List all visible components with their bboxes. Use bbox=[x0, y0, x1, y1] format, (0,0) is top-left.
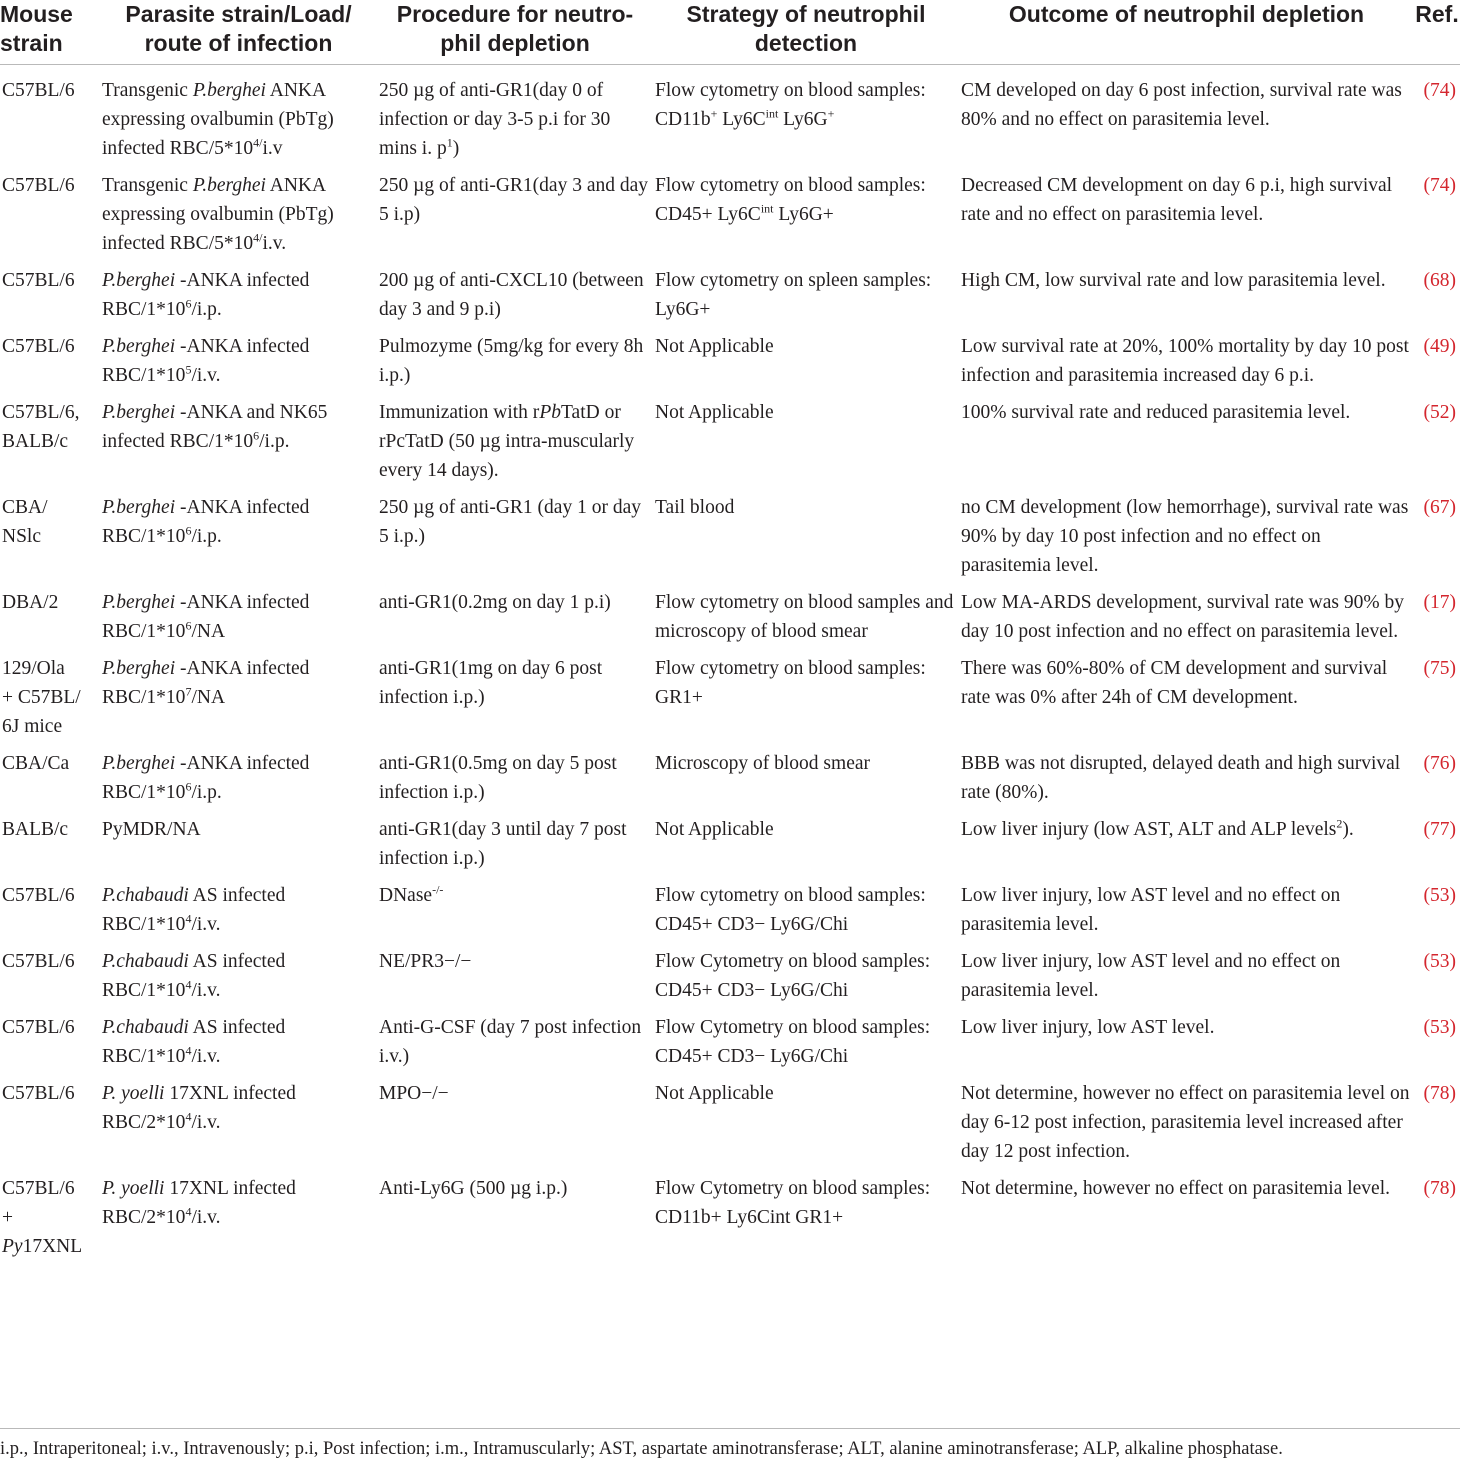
cell-outcome: Low liver injury (low AST, ALT and ALP levels$^2$). bbox=[961, 816, 1354, 840]
cell-parasite: P.berghei -ANKA infected RBC/$1*10^7/NA$ bbox=[102, 658, 310, 708]
cell-procedure: anti-GR1(1mg on day 6 post infection i.p.) bbox=[379, 658, 603, 708]
ref-link[interactable]: (74) bbox=[1423, 175, 1456, 196]
cell-procedure: Anti-G-CSF (day 7 post infection i.v.) bbox=[379, 1017, 642, 1067]
cell-strategy: Not Applicable bbox=[655, 402, 774, 423]
ref-link[interactable]: (78) bbox=[1423, 1178, 1456, 1199]
cell-ref bbox=[1414, 947, 1460, 1013]
col-header-parasite: Parasite strain/Load/ route of infection bbox=[125, 1, 352, 56]
cell-outcome: Decreased CM development on day 6 p.i, high survival rate and no effect on parasitemia level. bbox=[961, 175, 1393, 225]
cell-mouse: C57BL/6, BALB/c bbox=[2, 402, 80, 452]
cell-ref bbox=[1414, 65, 1460, 172]
table-row bbox=[0, 398, 1460, 493]
cell-strategy: Microscopy of blood smear bbox=[655, 753, 870, 774]
cell-procedure: 250 µg of anti-GR1 (day 1 or day 5 i.p.) bbox=[379, 497, 641, 547]
table-row bbox=[0, 65, 1460, 172]
table-row bbox=[0, 749, 1460, 815]
cell-procedure: MPO−/− bbox=[379, 1083, 449, 1104]
cell-ref bbox=[1414, 332, 1460, 398]
cell-strategy: Flow cytometry on blood samples: $CD45+ Ly6C^{int}$ Ly6G+ bbox=[655, 175, 926, 225]
cell-strategy: Flow cytometry on blood samples: CD45+ CD3− Ly6G/Chi bbox=[655, 885, 926, 935]
cell-strategy: Tail blood bbox=[655, 497, 735, 518]
cell-outcome: There was 60%-80% of CM development and survival rate was 0% after 24h of CM development. bbox=[961, 658, 1388, 708]
cell-parasite: P.berghei -ANKA and NK65 infected RBC/$1*10^6/i.p$. bbox=[102, 402, 328, 452]
header-row bbox=[0, 0, 1460, 65]
cell-parasite: P.chabaudi AS infected RBC/$1*10^4/i.v$. bbox=[102, 951, 286, 1001]
cell-mouse: DBA/2 bbox=[2, 592, 59, 613]
cell-mouse: C57BL/6 bbox=[2, 951, 75, 972]
ref-link[interactable]: (67) bbox=[1423, 497, 1456, 518]
table-row bbox=[0, 815, 1460, 881]
cell-outcome: Not determine, however no effect on parasitemia level. bbox=[961, 1178, 1391, 1199]
cell-outcome: Not determine, however no effect on parasitemia level on day 6-12 post infection, parasitemia level increased after day 12 post infection. bbox=[961, 1083, 1410, 1162]
cell-strategy: Not Applicable bbox=[655, 1083, 774, 1104]
cell-ref bbox=[1414, 1174, 1460, 1269]
cell-ref bbox=[1414, 398, 1460, 493]
table-row bbox=[0, 588, 1460, 654]
cell-ref bbox=[1414, 654, 1460, 749]
table-row bbox=[0, 1079, 1460, 1174]
cell-strategy: Flow cytometry on spleen samples: Ly6G+ bbox=[655, 270, 932, 320]
cell-parasite: P.berghei -ANKA infected RBC/$1*10^5/i.v$. bbox=[102, 336, 310, 386]
table-row bbox=[0, 947, 1460, 1013]
cell-parasite: P. yoelli 17XNL infected RBC/$2*10^4/i.v$. bbox=[102, 1178, 296, 1228]
cell-procedure: Anti-Ly6G (500 µg i.p.) bbox=[379, 1178, 568, 1199]
col-header-ref: Ref. bbox=[1415, 1, 1459, 27]
ref-link[interactable]: (75) bbox=[1423, 658, 1456, 679]
table-footnote: i.p., Intraperitoneal; i.v., Intravenously; p.i, Post infection; i.m., Intramuscularly; AST, aspartate aminotransferase; ALT, alanine aminotransferase; ALP, alkaline phosphatase. bbox=[0, 1428, 1460, 1461]
cell-strategy: Flow Cytometry on blood samples: CD45+ CD3− Ly6G/Chi bbox=[655, 951, 931, 1001]
ref-link[interactable]: (52) bbox=[1423, 402, 1456, 423]
cell-strategy: Flow cytometry on blood samples: CD11b+ $Ly6C^{int}$ Ly6G+ bbox=[655, 80, 926, 130]
cell-procedure: 250 µg of anti-GR1(day 3 and day 5 i.p) bbox=[379, 175, 649, 225]
table-row bbox=[0, 654, 1460, 749]
cell-parasite: P. yoelli 17XNL infected RBC/$2*10^4/i.v$. bbox=[102, 1083, 296, 1133]
col-header-outcome: Outcome of neutrophil depletion bbox=[1008, 1, 1365, 27]
table-row bbox=[0, 266, 1460, 332]
cell-strategy: Flow cytometry on blood samples: GR1+ bbox=[655, 658, 926, 708]
ref-link[interactable]: (53) bbox=[1423, 885, 1456, 906]
cell-ref bbox=[1414, 881, 1460, 947]
cell-mouse: C57BL/6 bbox=[2, 1083, 75, 1104]
cell-ref bbox=[1414, 749, 1460, 815]
cell-ref bbox=[1414, 493, 1460, 588]
cell-mouse: BALB/c bbox=[2, 819, 69, 840]
ref-link[interactable]: (77) bbox=[1423, 819, 1456, 840]
cell-procedure: anti-GR1(0.5mg on day 5 post infection i.p.) bbox=[379, 753, 617, 803]
cell-ref bbox=[1414, 1013, 1460, 1079]
cell-strategy: Flow Cytometry on blood samples: CD11b+ Ly6Cint GR1+ bbox=[655, 1178, 931, 1228]
cell-outcome: CM developed on day 6 post infection, survival rate was 80% and no effect on parasitemia level. bbox=[961, 80, 1402, 130]
cell-ref bbox=[1414, 1079, 1460, 1174]
cell-mouse: CBA/Ca bbox=[2, 753, 70, 774]
cell-strategy: Not Applicable bbox=[655, 336, 774, 357]
cell-outcome: High CM, low survival rate and low parasitemia level. bbox=[961, 270, 1386, 291]
cell-procedure: Immunization with rPbTatD or rPcTatD (50 µg intra-muscularly every 14 days). bbox=[379, 402, 635, 481]
cell-ref bbox=[1414, 171, 1460, 266]
cell-outcome: Low survival rate at 20%, 100% mortality by day 10 post infection and parasitemia increased day 6 p.i. bbox=[961, 336, 1409, 386]
table-row bbox=[0, 1174, 1460, 1269]
table-row bbox=[0, 1013, 1460, 1079]
cell-outcome: Low liver injury, low AST level. bbox=[961, 1017, 1215, 1038]
table-row bbox=[0, 881, 1460, 947]
ref-link[interactable]: (76) bbox=[1423, 753, 1456, 774]
col-header-mouse-strain: Mouse strain bbox=[0, 1, 73, 56]
cell-procedure: Pulmozyme (5mg/kg for every 8h i.p.) bbox=[379, 336, 644, 386]
col-header-strategy: Strategy of neutrophil detection bbox=[686, 1, 926, 56]
cell-ref bbox=[1414, 815, 1460, 881]
table-row bbox=[0, 493, 1460, 588]
cell-outcome: BBB was not disrupted, delayed death and high survival rate (80%). bbox=[961, 753, 1401, 803]
cell-parasite: P.chabaudi AS infected RBC/$1*10^4/i.v$. bbox=[102, 1017, 286, 1067]
cell-mouse: CBA/ NSlc bbox=[2, 497, 48, 547]
cell-parasite: P.chabaudi AS infected RBC/$1*10^4/i.v$. bbox=[102, 885, 286, 935]
cell-mouse: 129/Ola + C57BL/ 6J mice bbox=[2, 658, 81, 737]
ref-link[interactable]: (74) bbox=[1423, 80, 1456, 101]
cell-outcome: 100% survival rate and reduced parasitemia level. bbox=[961, 402, 1351, 423]
ref-link[interactable]: (78) bbox=[1423, 1083, 1456, 1104]
ref-link[interactable]: (53) bbox=[1423, 951, 1456, 972]
cell-procedure: 200 µg of anti-CXCL10 (between day 3 and 9 p.i) bbox=[379, 270, 644, 320]
table-row bbox=[0, 332, 1460, 398]
cell-procedure: anti-GR1(0.2mg on day 1 p.i) bbox=[379, 592, 611, 613]
cell-parasite: P.berghei -ANKA infected RBC/$1*10^6/i.p$. bbox=[102, 497, 310, 547]
cell-mouse: C57BL/6 bbox=[2, 336, 75, 357]
cell-mouse: C57BL/6 bbox=[2, 175, 75, 196]
cell-parasite: Transgenic P.berghei ANKA expressing ovalbumin (PbTg) infected RBC/$5*10^{4/}i.v$. bbox=[102, 175, 334, 254]
cell-procedure: anti-GR1(day 3 until day 7 post infection i.p.) bbox=[379, 819, 627, 869]
cell-outcome: Low MA-ARDS development, survival rate was 90% by day 10 post infection and no effect on parasitemia level. bbox=[961, 592, 1405, 642]
cell-outcome: Low liver injury, low AST level and no effect on parasitemia level. bbox=[961, 951, 1341, 1001]
cell-outcome: Low liver injury, low AST level and no effect on parasitemia level. bbox=[961, 885, 1341, 935]
cell-parasite: P.berghei -ANKA infected RBC/$1*10^6/NA$ bbox=[102, 592, 310, 642]
cell-procedure: NE/PR3−/− bbox=[379, 951, 472, 972]
cell-procedure: 250 µg of anti-GR1(day 0 of infection or day 3-5 p.i for 30 mins i. $p^1$) bbox=[379, 80, 611, 159]
ref-link[interactable]: (53) bbox=[1423, 1017, 1456, 1038]
ref-link[interactable]: (68) bbox=[1423, 270, 1456, 291]
cell-parasite: Transgenic P.berghei ANKA expressing ovalbumin (PbTg) infected RBC/$5*10^{4/}i.v$ bbox=[102, 80, 334, 159]
cell-strategy: Not Applicable bbox=[655, 819, 774, 840]
cell-strategy: Flow cytometry on blood samples and microscopy of blood smear bbox=[655, 592, 954, 642]
cell-strategy: Flow Cytometry on blood samples: CD45+ CD3− Ly6G/Chi bbox=[655, 1017, 931, 1067]
cell-parasite: P.berghei -ANKA infected RBC/$1*10^6/i.p$. bbox=[102, 270, 310, 320]
cell-outcome: no CM development (low hemorrhage), survival rate was 90% by day 10 post infection and no effect on parasitemia level. bbox=[961, 497, 1409, 576]
cell-parasite: P.berghei -ANKA infected RBC/$1*10^6/i.p$. bbox=[102, 753, 310, 803]
table-row bbox=[0, 171, 1460, 266]
cell-mouse: C57BL/6 bbox=[2, 885, 75, 906]
cell-procedure: DNase-/- bbox=[379, 882, 444, 906]
cell-mouse: C57BL/6 bbox=[2, 1017, 75, 1038]
cell-ref bbox=[1414, 266, 1460, 332]
cell-mouse: C57BL/6 bbox=[2, 80, 75, 101]
cell-parasite: PyMDR/NA bbox=[102, 819, 201, 840]
col-header-procedure: Procedure for neutro- phil depletion bbox=[396, 1, 634, 56]
cell-ref bbox=[1414, 588, 1460, 654]
cell-mouse: C57BL/6 + Py17XNL bbox=[2, 1178, 83, 1257]
cell-mouse: C57BL/6 bbox=[2, 270, 75, 291]
ref-link[interactable]: (49) bbox=[1423, 336, 1456, 357]
ref-link[interactable]: (17) bbox=[1423, 592, 1456, 613]
